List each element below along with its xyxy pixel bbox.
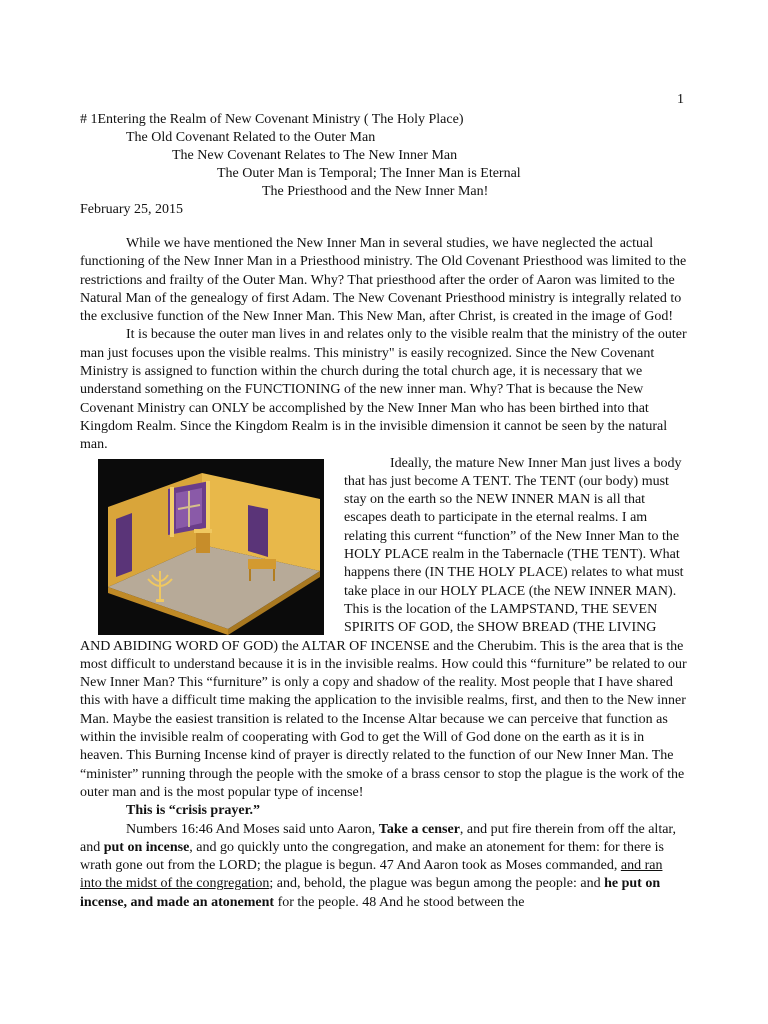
- crisis-prayer-line: This is “crisis prayer.”: [126, 803, 261, 819]
- scripture-text-3: , and go quickly unto the congregation, and make an atonement for them: for there is wrath gone out from the LORD; the plague is begun. 47 And Aaron took as Moses commanded,: [80, 839, 664, 874]
- title-line-1: # 1Entering the Realm of New Covenant Ministry ( The Holy Place): [80, 112, 464, 127]
- scripture-text-1: Numbers 16:46 And Moses said unto Aaron,: [126, 821, 379, 837]
- title-line-4: The Outer Man is Temporal; The Inner Man is Eternal: [217, 166, 521, 181]
- holy-place-illustration: [98, 459, 324, 635]
- paragraph-3: Ideally, the mature New Inner Man just lives a body that has just become A TENT. The TENT (our body) must stay on the earth so the NEW INNER MAN is all that escapes death to participate in the eternal realms. I am relating this current “function” of the New Inner Man to the HOLY PLACE realm in the Tabernacle (THE TENT). What happens there (IN THE HOLY PLACE) relates to what must take place in our HOLY PLACE (the NEW INNER MAN). This is the location of the LAMPSTAND, THE SEVEN SPIRITS OF GOD, the SHOW BREAD (THE LIVING AND ABIDING WORD OF GOD) the ALTAR OF INCENSE and the Cherubim. This is the area that is the most difficult to understand because it is in the invisible realms. How could this “furniture” be related to our New Inner Man? This “furniture” is only a copy and shadow of the reality. Most people that I have shared this with have a difficult time making the application to the invisible realms, first, and then to the New inner Man. Maybe the easiest transition is related to the Incense Altar because we can perceive that function as within the invisible realm of cooperating with God to get the Will of God done on the earth as it is in heaven. This Burning Incense kind of prayer is directly related to the function of our New Inner Man. The “minister” running through the people with the smoke of a brass censor to stop the plague is the work of the outer man and is the most popular type of incense!: [80, 455, 687, 800]
- title-line-3: The New Covenant Relates to The New Inner Man: [172, 148, 458, 163]
- paragraph-2: [80, 326, 687, 454]
- title-line-5: The Priesthood and the New Inner Man!: [262, 184, 489, 199]
- paragraph-2-text: It is because the outer man lives in and relates only to the visible realm that the ministry of the outer man just focuses upon the visible realms. This ministry" is easily recognized. Since the New Covenant Ministry is assigned to function within the church during the total church age, it is necessary that we understand something on the FUNCTIONING of the new inner man. Why? That is because the New Covenant Ministry can ONLY be accomplished by the New Inner Man who has been birthed into that Kingdom Realm. Since the Kingdom Realm is in the invisible dimension it cannot be seen by the natural man.: [80, 327, 687, 453]
- scripture-bold-1: Take a censer: [378, 821, 460, 837]
- document-date: February 25, 2015: [80, 202, 184, 217]
- scripture-underlined: and ran into the midst of the congregation: [80, 858, 663, 892]
- document-body: [80, 235, 687, 912]
- scripture-bold-3: he put on incense, and made an atonement: [80, 876, 661, 910]
- title-block: [80, 111, 700, 201]
- tabernacle-holy-place-image: [98, 459, 324, 635]
- scripture-text-2: , and put fire therein from off the altar, and: [80, 821, 677, 855]
- scripture-text-4: ; and, behold, the plague was begun among the people: and: [269, 876, 605, 892]
- scripture-passage: [80, 821, 687, 912]
- title-line-2: The Old Covenant Related to the Outer Man: [126, 130, 376, 145]
- scripture-text-5: for the people. 48 And he stood between the: [274, 894, 525, 910]
- scripture-bold-2: put on incense: [103, 839, 190, 855]
- paragraph-1: While we have mentioned the New Inner Man in several studies, we have neglected the actual functioning of the New Inner Man in a Priesthood ministry. The Old Covenant Priesthood was limited to the restrictions and frailty of the Outer Man. Why? That priesthood after the order of Aaron was limited to the Natural Man of the genealogy of first Adam. The New Covenant Priesthood ministry is integrally related to the exclusive function of the New Inner Man. This New Man, after Christ, is created in the image of God!: [80, 236, 687, 325]
- page-number: 1: [677, 92, 684, 107]
